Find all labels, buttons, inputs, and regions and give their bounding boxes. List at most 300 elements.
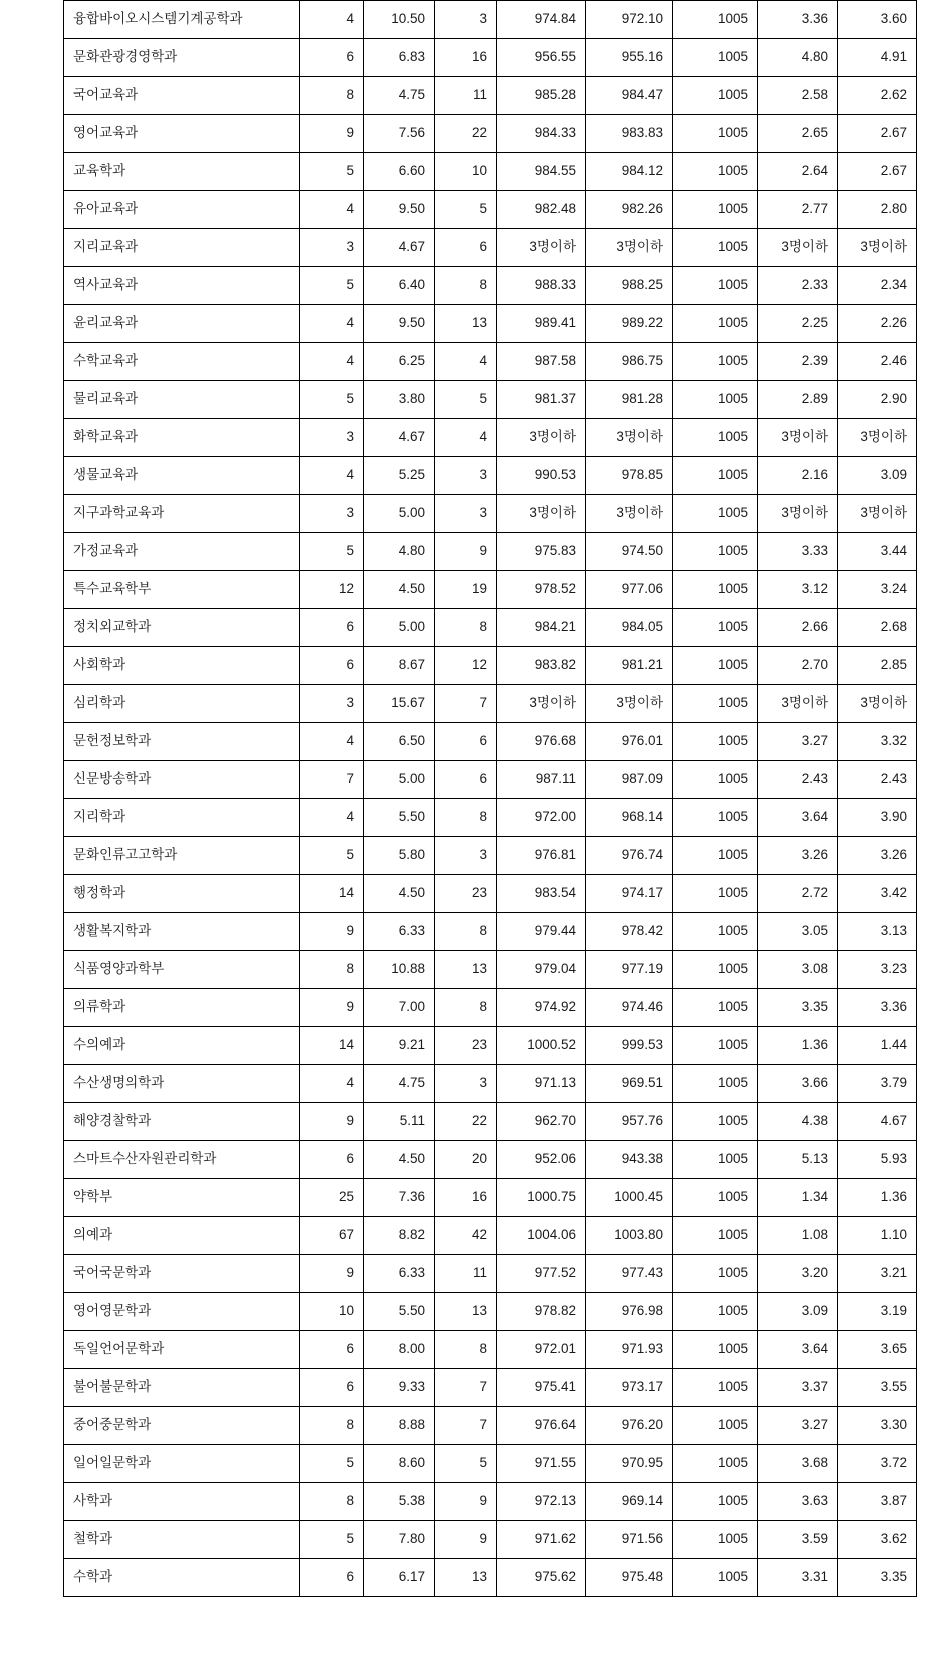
cell-grade_70_cut: 2.89: [758, 381, 838, 419]
cell-department: 생활복지학과: [64, 913, 300, 951]
cell-quota: 5: [300, 837, 364, 875]
cell-score_80_cut: 968.14: [586, 799, 673, 837]
table-row: [64, 305, 917, 343]
cell-department: 가정교육과: [64, 533, 300, 571]
cell-quota: 9: [300, 115, 364, 153]
cell-additional_pass: 8: [435, 799, 497, 837]
cell-department: 생물교육과: [64, 457, 300, 495]
cell-grade_70_cut: 2.66: [758, 609, 838, 647]
cell-quota: 14: [300, 1027, 364, 1065]
cell-quota: 9: [300, 1255, 364, 1293]
cell-total_score: 1005: [673, 647, 758, 685]
table-row: [64, 1065, 917, 1103]
cell-grade_80_cut: 3.90: [838, 799, 917, 837]
table-row: [64, 419, 917, 457]
cell-additional_pass: 7: [435, 1369, 497, 1407]
cell-grade_80_cut: 3.55: [838, 1369, 917, 1407]
cell-additional_pass: 16: [435, 1179, 497, 1217]
cell-department: 독일언어문학과: [64, 1331, 300, 1369]
cell-additional_pass: 13: [435, 1559, 497, 1597]
cell-score_70_cut: 3명이하: [497, 495, 586, 533]
cell-grade_80_cut: 3.21: [838, 1255, 917, 1293]
cell-score_70_cut: 952.06: [497, 1141, 586, 1179]
cell-additional_pass: 13: [435, 1293, 497, 1331]
table-row: [64, 1369, 917, 1407]
cell-quota: 4: [300, 723, 364, 761]
cell-competition_rate: 5.80: [364, 837, 435, 875]
cell-department: 불어불문학과: [64, 1369, 300, 1407]
cell-quota: 4: [300, 305, 364, 343]
cell-additional_pass: 4: [435, 343, 497, 381]
cell-department: 유아교육과: [64, 191, 300, 229]
table-row: [64, 837, 917, 875]
cell-additional_pass: 3: [435, 1065, 497, 1103]
cell-additional_pass: 10: [435, 153, 497, 191]
cell-competition_rate: 6.17: [364, 1559, 435, 1597]
cell-grade_80_cut: 3.72: [838, 1445, 917, 1483]
cell-total_score: 1005: [673, 875, 758, 913]
cell-competition_rate: 4.75: [364, 1065, 435, 1103]
cell-department: 의류학과: [64, 989, 300, 1027]
cell-competition_rate: 6.50: [364, 723, 435, 761]
cell-score_80_cut: 1003.80: [586, 1217, 673, 1255]
cell-grade_70_cut: 3.27: [758, 1407, 838, 1445]
cell-department: 지구과학교육과: [64, 495, 300, 533]
cell-competition_rate: 15.67: [364, 685, 435, 723]
cell-competition_rate: 3.80: [364, 381, 435, 419]
cell-grade_80_cut: 3명이하: [838, 229, 917, 267]
cell-grade_80_cut: 3.13: [838, 913, 917, 951]
cell-additional_pass: 8: [435, 267, 497, 305]
table-row: [64, 1293, 917, 1331]
cell-score_80_cut: 986.75: [586, 343, 673, 381]
cell-score_80_cut: 3명이하: [586, 419, 673, 457]
cell-grade_70_cut: 2.70: [758, 647, 838, 685]
cell-score_70_cut: 972.13: [497, 1483, 586, 1521]
cell-competition_rate: 4.50: [364, 571, 435, 609]
table-row: [64, 989, 917, 1027]
cell-score_70_cut: 984.21: [497, 609, 586, 647]
cell-quota: 5: [300, 153, 364, 191]
cell-department: 정치외교학과: [64, 609, 300, 647]
cell-score_80_cut: 972.10: [586, 1, 673, 39]
cell-grade_80_cut: 1.36: [838, 1179, 917, 1217]
cell-score_70_cut: 3명이하: [497, 229, 586, 267]
cell-additional_pass: 19: [435, 571, 497, 609]
cell-grade_80_cut: 3.65: [838, 1331, 917, 1369]
cell-grade_80_cut: 2.34: [838, 267, 917, 305]
cell-competition_rate: 5.50: [364, 1293, 435, 1331]
cell-quota: 4: [300, 1, 364, 39]
cell-department: 영어교육과: [64, 115, 300, 153]
table-row: [64, 1445, 917, 1483]
cell-competition_rate: 8.88: [364, 1407, 435, 1445]
cell-total_score: 1005: [673, 1103, 758, 1141]
cell-quota: 4: [300, 799, 364, 837]
cell-total_score: 1005: [673, 533, 758, 571]
cell-score_70_cut: 978.52: [497, 571, 586, 609]
cell-total_score: 1005: [673, 1407, 758, 1445]
cell-competition_rate: 4.75: [364, 77, 435, 115]
cell-grade_80_cut: 2.80: [838, 191, 917, 229]
cell-score_70_cut: 978.82: [497, 1293, 586, 1331]
cell-department: 수의예과: [64, 1027, 300, 1065]
cell-grade_70_cut: 3.27: [758, 723, 838, 761]
cell-grade_70_cut: 1.08: [758, 1217, 838, 1255]
cell-total_score: 1005: [673, 457, 758, 495]
cell-quota: 5: [300, 1445, 364, 1483]
cell-additional_pass: 8: [435, 989, 497, 1027]
table-body: [64, 1, 917, 1597]
cell-total_score: 1005: [673, 229, 758, 267]
cell-grade_70_cut: 4.80: [758, 39, 838, 77]
cell-score_80_cut: 971.93: [586, 1331, 673, 1369]
cell-total_score: 1005: [673, 1559, 758, 1597]
cell-grade_80_cut: 3.32: [838, 723, 917, 761]
cell-department: 식품영양과학부: [64, 951, 300, 989]
cell-total_score: 1005: [673, 1179, 758, 1217]
cell-grade_80_cut: 4.67: [838, 1103, 917, 1141]
cell-total_score: 1005: [673, 191, 758, 229]
table-row: [64, 153, 917, 191]
cell-score_70_cut: 987.11: [497, 761, 586, 799]
cell-total_score: 1005: [673, 1255, 758, 1293]
cell-score_70_cut: 975.41: [497, 1369, 586, 1407]
cell-additional_pass: 11: [435, 1255, 497, 1293]
cell-total_score: 1005: [673, 951, 758, 989]
cell-grade_70_cut: 3명이하: [758, 419, 838, 457]
cell-grade_80_cut: 3명이하: [838, 495, 917, 533]
cell-grade_80_cut: 1.10: [838, 1217, 917, 1255]
cell-grade_80_cut: 2.90: [838, 381, 917, 419]
cell-quota: 5: [300, 533, 364, 571]
cell-grade_80_cut: 1.44: [838, 1027, 917, 1065]
cell-score_80_cut: 974.50: [586, 533, 673, 571]
cell-department: 일어일문학과: [64, 1445, 300, 1483]
cell-grade_80_cut: 3명이하: [838, 419, 917, 457]
cell-additional_pass: 4: [435, 419, 497, 457]
cell-score_70_cut: 1000.52: [497, 1027, 586, 1065]
cell-grade_80_cut: 3.79: [838, 1065, 917, 1103]
cell-score_70_cut: 3명이하: [497, 419, 586, 457]
cell-quota: 3: [300, 685, 364, 723]
cell-grade_70_cut: 2.25: [758, 305, 838, 343]
cell-additional_pass: 12: [435, 647, 497, 685]
cell-competition_rate: 5.00: [364, 495, 435, 533]
cell-score_80_cut: 989.22: [586, 305, 673, 343]
cell-total_score: 1005: [673, 267, 758, 305]
cell-total_score: 1005: [673, 1027, 758, 1065]
cell-grade_80_cut: 5.93: [838, 1141, 917, 1179]
cell-quota: 6: [300, 609, 364, 647]
cell-additional_pass: 8: [435, 913, 497, 951]
cell-score_70_cut: 975.83: [497, 533, 586, 571]
cell-competition_rate: 8.60: [364, 1445, 435, 1483]
cell-score_80_cut: 981.28: [586, 381, 673, 419]
table-row: [64, 1217, 917, 1255]
cell-grade_70_cut: 3.08: [758, 951, 838, 989]
cell-total_score: 1005: [673, 723, 758, 761]
cell-score_70_cut: 974.92: [497, 989, 586, 1027]
cell-competition_rate: 5.00: [364, 609, 435, 647]
cell-grade_70_cut: 3.35: [758, 989, 838, 1027]
cell-grade_80_cut: 2.67: [838, 153, 917, 191]
cell-score_70_cut: 983.82: [497, 647, 586, 685]
cell-department: 국어국문학과: [64, 1255, 300, 1293]
cell-score_70_cut: 1000.75: [497, 1179, 586, 1217]
cell-quota: 6: [300, 1331, 364, 1369]
cell-grade_70_cut: 3명이하: [758, 229, 838, 267]
cell-grade_80_cut: 3.35: [838, 1559, 917, 1597]
cell-score_70_cut: 984.55: [497, 153, 586, 191]
cell-grade_70_cut: 1.34: [758, 1179, 838, 1217]
cell-grade_70_cut: 3.36: [758, 1, 838, 39]
cell-total_score: 1005: [673, 115, 758, 153]
cell-score_70_cut: 3명이하: [497, 685, 586, 723]
table-row: [64, 343, 917, 381]
cell-score_80_cut: 977.43: [586, 1255, 673, 1293]
cell-quota: 5: [300, 267, 364, 305]
cell-department: 철학과: [64, 1521, 300, 1559]
cell-competition_rate: 8.00: [364, 1331, 435, 1369]
cell-total_score: 1005: [673, 913, 758, 951]
cell-quota: 6: [300, 1559, 364, 1597]
cell-quota: 6: [300, 1141, 364, 1179]
cell-score_80_cut: 969.14: [586, 1483, 673, 1521]
cell-competition_rate: 4.67: [364, 419, 435, 457]
cell-score_80_cut: 999.53: [586, 1027, 673, 1065]
cell-score_80_cut: 955.16: [586, 39, 673, 77]
table-row: [64, 1103, 917, 1141]
cell-grade_80_cut: 4.91: [838, 39, 917, 77]
cell-score_70_cut: 979.44: [497, 913, 586, 951]
cell-grade_70_cut: 2.72: [758, 875, 838, 913]
cell-competition_rate: 9.21: [364, 1027, 435, 1065]
cell-total_score: 1005: [673, 495, 758, 533]
cell-grade_70_cut: 3.66: [758, 1065, 838, 1103]
cell-grade_80_cut: 3.30: [838, 1407, 917, 1445]
cell-grade_80_cut: 2.68: [838, 609, 917, 647]
cell-competition_rate: 5.00: [364, 761, 435, 799]
cell-grade_80_cut: 3명이하: [838, 685, 917, 723]
cell-additional_pass: 8: [435, 609, 497, 647]
cell-score_70_cut: 972.01: [497, 1331, 586, 1369]
cell-grade_70_cut: 3.63: [758, 1483, 838, 1521]
cell-score_70_cut: 971.55: [497, 1445, 586, 1483]
table-row: [64, 191, 917, 229]
cell-score_80_cut: 981.21: [586, 647, 673, 685]
cell-grade_70_cut: 1.36: [758, 1027, 838, 1065]
cell-additional_pass: 7: [435, 1407, 497, 1445]
cell-additional_pass: 8: [435, 1331, 497, 1369]
cell-competition_rate: 6.83: [364, 39, 435, 77]
cell-quota: 8: [300, 951, 364, 989]
cell-score_70_cut: 956.55: [497, 39, 586, 77]
cell-score_80_cut: 969.51: [586, 1065, 673, 1103]
cell-score_80_cut: 976.74: [586, 837, 673, 875]
cell-department: 국어교육과: [64, 77, 300, 115]
cell-score_80_cut: 971.56: [586, 1521, 673, 1559]
cell-grade_70_cut: 5.13: [758, 1141, 838, 1179]
cell-total_score: 1005: [673, 419, 758, 457]
cell-total_score: 1005: [673, 1293, 758, 1331]
cell-total_score: 1005: [673, 1445, 758, 1483]
cell-score_80_cut: 3명이하: [586, 495, 673, 533]
cell-competition_rate: 6.40: [364, 267, 435, 305]
cell-quota: 6: [300, 647, 364, 685]
cell-department: 윤리교육과: [64, 305, 300, 343]
cell-score_70_cut: 985.28: [497, 77, 586, 115]
table-row: [64, 77, 917, 115]
cell-total_score: 1005: [673, 343, 758, 381]
table-row: [64, 647, 917, 685]
cell-total_score: 1005: [673, 761, 758, 799]
cell-grade_70_cut: 2.16: [758, 457, 838, 495]
cell-additional_pass: 9: [435, 1483, 497, 1521]
table-row: [64, 723, 917, 761]
cell-score_80_cut: 975.48: [586, 1559, 673, 1597]
cell-department: 지리교육과: [64, 229, 300, 267]
cell-department: 융합바이오시스템기계공학과: [64, 1, 300, 39]
cell-department: 사회학과: [64, 647, 300, 685]
cell-grade_70_cut: 3.09: [758, 1293, 838, 1331]
table-row: [64, 609, 917, 647]
cell-grade_80_cut: 3.44: [838, 533, 917, 571]
cell-score_70_cut: 974.84: [497, 1, 586, 39]
cell-grade_80_cut: 2.46: [838, 343, 917, 381]
cell-additional_pass: 13: [435, 951, 497, 989]
cell-score_70_cut: 990.53: [497, 457, 586, 495]
cell-department: 지리학과: [64, 799, 300, 837]
cell-total_score: 1005: [673, 571, 758, 609]
cell-additional_pass: 22: [435, 115, 497, 153]
cell-quota: 9: [300, 1103, 364, 1141]
cell-quota: 7: [300, 761, 364, 799]
table-row: [64, 533, 917, 571]
cell-score_70_cut: 977.52: [497, 1255, 586, 1293]
cell-competition_rate: 4.50: [364, 875, 435, 913]
cell-total_score: 1005: [673, 1141, 758, 1179]
cell-additional_pass: 5: [435, 381, 497, 419]
admissions-table-container: [63, 0, 916, 1597]
table-row: [64, 381, 917, 419]
cell-competition_rate: 7.36: [364, 1179, 435, 1217]
cell-grade_80_cut: 3.36: [838, 989, 917, 1027]
cell-grade_70_cut: 2.39: [758, 343, 838, 381]
cell-score_70_cut: 987.58: [497, 343, 586, 381]
cell-score_70_cut: 975.62: [497, 1559, 586, 1597]
cell-grade_80_cut: 2.26: [838, 305, 917, 343]
cell-competition_rate: 6.60: [364, 153, 435, 191]
table-row: [64, 799, 917, 837]
cell-department: 교육학과: [64, 153, 300, 191]
cell-total_score: 1005: [673, 39, 758, 77]
cell-grade_70_cut: 3.31: [758, 1559, 838, 1597]
cell-department: 화학교육과: [64, 419, 300, 457]
cell-quota: 4: [300, 1065, 364, 1103]
cell-grade_70_cut: 3명이하: [758, 495, 838, 533]
cell-quota: 25: [300, 1179, 364, 1217]
cell-additional_pass: 5: [435, 191, 497, 229]
cell-additional_pass: 9: [435, 533, 497, 571]
cell-grade_70_cut: 2.33: [758, 267, 838, 305]
cell-total_score: 1005: [673, 799, 758, 837]
cell-quota: 10: [300, 1293, 364, 1331]
cell-score_70_cut: 984.33: [497, 115, 586, 153]
cell-grade_70_cut: 2.43: [758, 761, 838, 799]
cell-grade_70_cut: 3.68: [758, 1445, 838, 1483]
table-row: [64, 39, 917, 77]
cell-quota: 8: [300, 1483, 364, 1521]
cell-score_70_cut: 988.33: [497, 267, 586, 305]
cell-competition_rate: 4.67: [364, 229, 435, 267]
cell-score_70_cut: 972.00: [497, 799, 586, 837]
cell-grade_70_cut: 3.05: [758, 913, 838, 951]
cell-grade_80_cut: 3.26: [838, 837, 917, 875]
cell-score_80_cut: 987.09: [586, 761, 673, 799]
cell-score_80_cut: 974.17: [586, 875, 673, 913]
cell-department: 해양경찰학과: [64, 1103, 300, 1141]
table-row: [64, 1, 917, 39]
cell-additional_pass: 3: [435, 1, 497, 39]
cell-score_70_cut: 971.13: [497, 1065, 586, 1103]
table-row: [64, 229, 917, 267]
cell-department: 물리교육과: [64, 381, 300, 419]
cell-competition_rate: 6.33: [364, 913, 435, 951]
cell-additional_pass: 9: [435, 1521, 497, 1559]
cell-score_80_cut: 977.06: [586, 571, 673, 609]
cell-score_80_cut: 984.12: [586, 153, 673, 191]
cell-competition_rate: 8.82: [364, 1217, 435, 1255]
cell-grade_70_cut: 3.64: [758, 1331, 838, 1369]
cell-score_80_cut: 977.19: [586, 951, 673, 989]
cell-total_score: 1005: [673, 989, 758, 1027]
cell-score_80_cut: 973.17: [586, 1369, 673, 1407]
cell-total_score: 1005: [673, 1217, 758, 1255]
cell-department: 사학과: [64, 1483, 300, 1521]
cell-score_70_cut: 962.70: [497, 1103, 586, 1141]
cell-score_80_cut: 970.95: [586, 1445, 673, 1483]
cell-grade_70_cut: 2.77: [758, 191, 838, 229]
cell-grade_70_cut: 3명이하: [758, 685, 838, 723]
cell-competition_rate: 9.50: [364, 191, 435, 229]
cell-quota: 8: [300, 77, 364, 115]
cell-grade_70_cut: 2.64: [758, 153, 838, 191]
cell-competition_rate: 5.11: [364, 1103, 435, 1141]
cell-score_80_cut: 974.46: [586, 989, 673, 1027]
cell-total_score: 1005: [673, 77, 758, 115]
cell-quota: 9: [300, 913, 364, 951]
cell-total_score: 1005: [673, 1521, 758, 1559]
cell-quota: 3: [300, 419, 364, 457]
cell-score_80_cut: 984.47: [586, 77, 673, 115]
cell-department: 특수교육학부: [64, 571, 300, 609]
cell-total_score: 1005: [673, 1483, 758, 1521]
cell-total_score: 1005: [673, 381, 758, 419]
cell-score_80_cut: 978.85: [586, 457, 673, 495]
cell-score_70_cut: 1004.06: [497, 1217, 586, 1255]
cell-competition_rate: 8.67: [364, 647, 435, 685]
table-row: [64, 571, 917, 609]
cell-grade_80_cut: 3.23: [838, 951, 917, 989]
table-row: [64, 1141, 917, 1179]
table-row: [64, 1179, 917, 1217]
cell-department: 문화관광경영학과: [64, 39, 300, 77]
cell-competition_rate: 5.38: [364, 1483, 435, 1521]
cell-additional_pass: 3: [435, 495, 497, 533]
cell-total_score: 1005: [673, 305, 758, 343]
cell-quota: 67: [300, 1217, 364, 1255]
